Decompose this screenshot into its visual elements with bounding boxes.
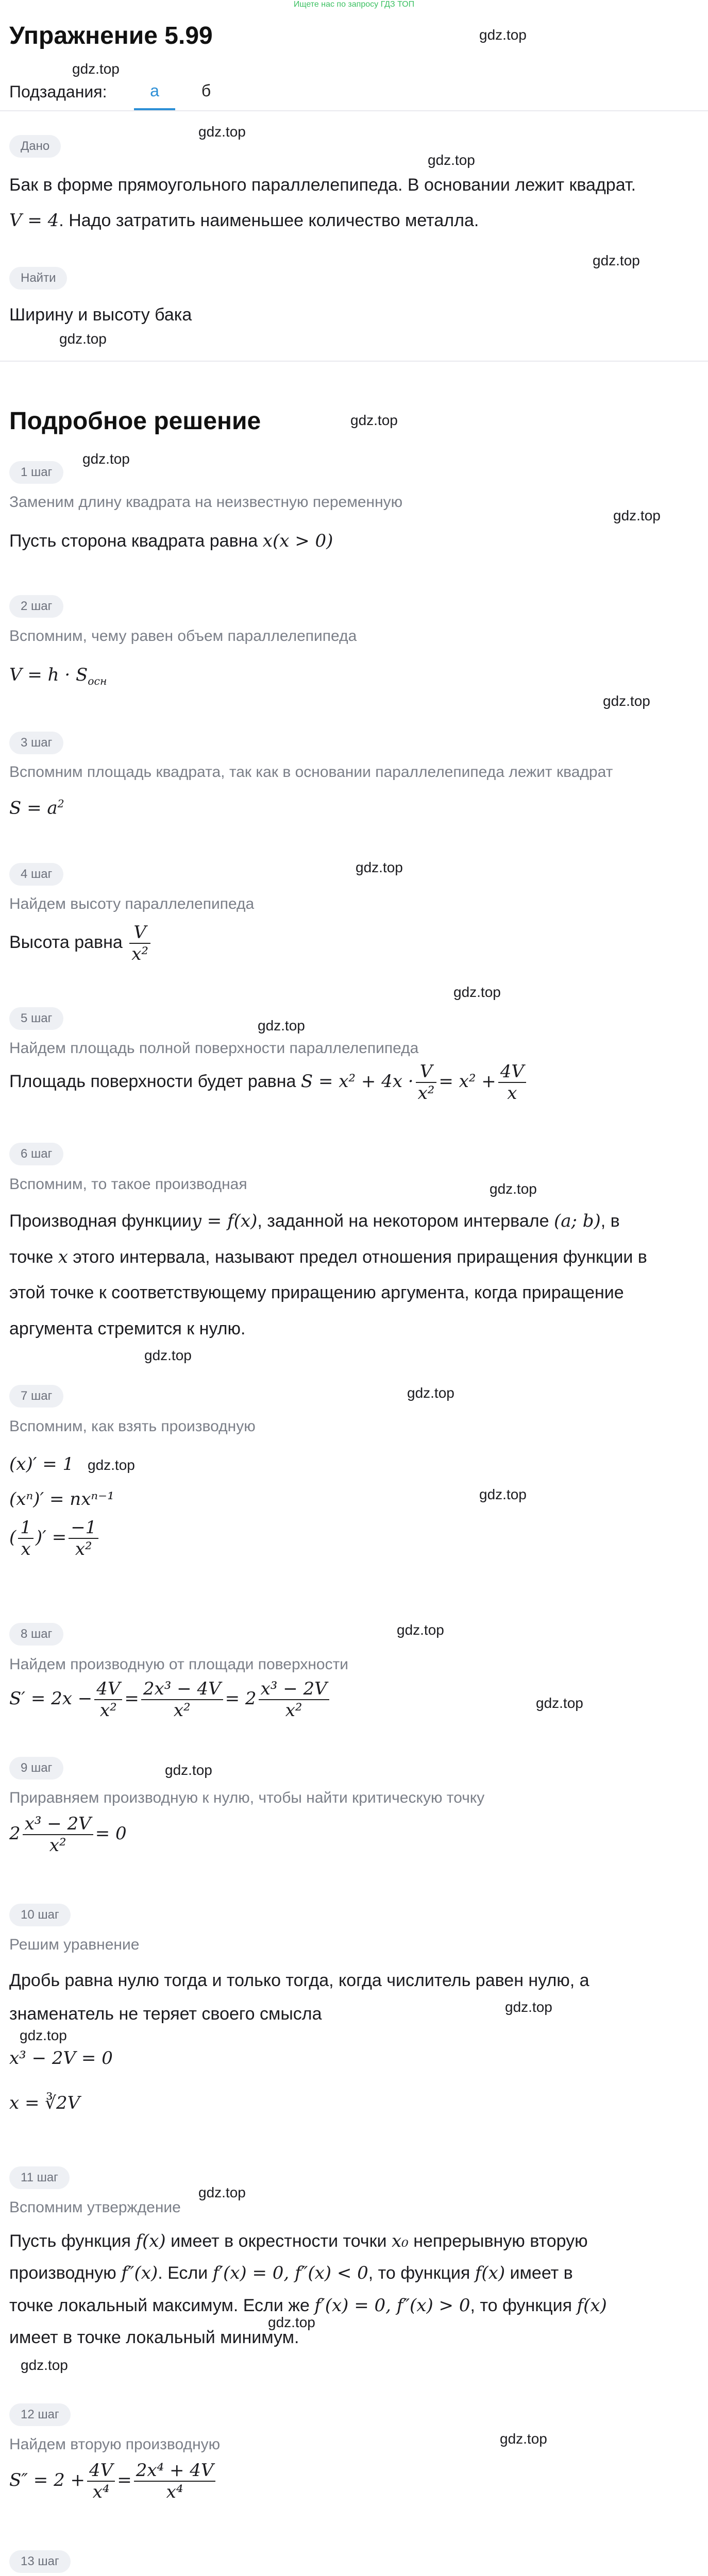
watermark: gdz.top	[198, 2184, 246, 2200]
step-badge: 4 шаг	[9, 863, 63, 886]
watermark: gdz.top	[20, 2027, 67, 2043]
page-title: Упражнение 5.99	[9, 22, 213, 49]
step-badge: 6 шаг	[9, 1143, 63, 1165]
step-6-line-3: этой точке к соответствующему приращению аргумента, когда приращение	[9, 1283, 624, 1302]
step-caption: Решим уравнение	[9, 1936, 140, 1953]
watermark: gdz.top	[258, 1018, 305, 1033]
step-caption: Приравняем производную к нулю, чтобы найти критическую точку	[9, 1789, 485, 1806]
watermark: gdz.top	[88, 1457, 135, 1473]
step-caption: Вспомним, чему равен объем параллелепипеда	[9, 628, 357, 645]
watermark: gdz.top	[536, 1695, 583, 1711]
watermark: gdz.top	[500, 2431, 547, 2447]
step-badge: 8 шаг	[9, 1623, 63, 1646]
find-text: Ширину и высоту бака	[9, 305, 192, 325]
step-6-line-2: точке x этого интервала, называют предел отношения приращения функции в	[9, 1247, 647, 1267]
watermark: gdz.top	[479, 1486, 527, 1502]
step-7-rule-3: ( $\frac{1}{x}$ )′ = $\frac{-1}{\text{x²}}$	[9, 1517, 100, 1560]
subtasks-label: Подзадания:	[9, 82, 107, 101]
tab-a[interactable]: а	[134, 77, 175, 110]
watermark: gdz.top	[268, 2314, 315, 2330]
step-caption: Найдем производную от площади поверхности	[9, 1656, 349, 1673]
step-caption: Найдем вторую производную	[9, 2436, 221, 2453]
step-10-equation-2: x = ∛2V	[9, 2093, 80, 2113]
top-notice: Ищете нас по запросу ГДЗ ТОП	[293, 0, 415, 9]
tab-b[interactable]: б	[201, 81, 211, 100]
step-caption: Найдем площадь полной поверхности параллелепипеда	[9, 1040, 419, 1057]
step-1-text: Пусть сторона квадрата равна x(x > 0)	[9, 531, 333, 551]
step-10-equation-1: x³ − 2V = 0	[9, 2048, 113, 2069]
solution-title: Подробное решение	[9, 408, 261, 435]
step-caption: Заменим длину квадрата на неизвестную переменную	[9, 494, 403, 511]
watermark: gdz.top	[350, 412, 398, 428]
watermark: gdz.top	[453, 984, 501, 1000]
watermark: gdz.top	[82, 451, 130, 467]
step-badge: 7 шаг	[9, 1385, 63, 1408]
step-2-formula: $V = h \cdot S_{осн}$	[9, 665, 107, 687]
step-badge: 1 шаг	[9, 461, 63, 484]
step-badge: 5 шаг	[9, 1007, 63, 1030]
step-badge: 12 шаг	[9, 2403, 71, 2426]
step-badge: 10 шаг	[9, 1904, 71, 1926]
watermark: gdz.top	[479, 27, 527, 43]
watermark: gdz.top	[603, 693, 650, 709]
divider	[0, 361, 708, 362]
watermark: gdz.top	[593, 252, 640, 268]
step-4-text: Высота равна $\frac{V}{\text{x²}}$	[9, 922, 153, 964]
step-badge: 3 шаг	[9, 732, 63, 754]
step-caption: Вспомним, то такое производная	[9, 1176, 247, 1193]
watermark: gdz.top	[505, 1999, 552, 2015]
given-line-1: Бак в форме прямоугольного параллелепипеда. В основании лежит квадрат.	[9, 175, 636, 195]
divider	[0, 110, 708, 111]
step-caption: Вспомним, как взять производную	[9, 1418, 256, 1435]
step-caption: Найдем высоту параллелепипеда	[9, 895, 255, 912]
step-badge: 13 шаг	[9, 2550, 71, 2573]
step-badge: 2 шаг	[9, 595, 63, 618]
watermark: gdz.top	[613, 507, 661, 523]
watermark: gdz.top	[428, 152, 475, 168]
step-11-line-2: производную f″(x). Если f′(x) = 0, f″(x) < 0, то функция f(x) имеет в	[9, 2263, 573, 2283]
step-3-formula: $S = a^2$	[9, 798, 64, 819]
step-badge: 9 шаг	[9, 1757, 63, 1780]
step-10-line-1: Дробь равна нулю тогда и только тогда, когда числитель равен нулю, а	[9, 1971, 589, 1990]
step-6-line-4: аргумента стремится к нулю.	[9, 1319, 246, 1338]
step-9-formula: 2 $\frac{\text{x³ − 2V}}{\text{x²}}$ = 0	[9, 1814, 127, 1856]
find-badge: Найти	[9, 267, 67, 290]
watermark: gdz.top	[198, 124, 246, 140]
step-10-line-2: знаменатель не теряет своего смысла	[9, 2004, 322, 2024]
step-caption: Вспомним утверждение	[9, 2199, 181, 2216]
watermark: gdz.top	[21, 2357, 68, 2373]
step-11-line-1: Пусть функция f(x) имеет в окрестности точки x₀ непрерывную вторую	[9, 2231, 588, 2251]
step-8-formula: S′ = 2x − $\frac{4V}{\text{x²}}$ = $\frac{\text{2x³ − 4V}}{\text{x²}}$ = 2 $\frac{\text{x³ − 2V}}{\text{x²}}$	[9, 1679, 331, 1721]
step-12-formula: S″ = 2 + $\frac{4V}{\text{x⁴}}$ = $\frac{\text{2x⁴ + 4V}}{\text{x⁴}}$	[9, 2460, 217, 2502]
step-6-line-1: Производная функцииy = f(x), заданной на некотором интервале (a; b), в	[9, 1211, 620, 1231]
step-11-line-3: точке локальный максимум. Если же f′(x) = 0, f″(x) > 0, то функция f(x)	[9, 2295, 607, 2316]
given-badge: Дано	[9, 135, 61, 158]
step-badge: 11 шаг	[9, 2166, 70, 2189]
step-7-rule-1: (x)′ = 1	[9, 1454, 74, 1475]
step-7-rule-2: (xⁿ)′ = nxⁿ⁻¹	[9, 1489, 114, 1510]
watermark: gdz.top	[144, 1347, 192, 1363]
watermark: gdz.top	[59, 331, 107, 347]
step-11-line-4: имеет в точке локальный минимум.	[9, 2328, 299, 2347]
watermark: gdz.top	[490, 1181, 537, 1197]
step-caption: Вспомним площадь квадрата, так как в основании параллелепипеда лежит квадрат	[9, 764, 613, 781]
watermark: gdz.top	[72, 61, 120, 77]
watermark: gdz.top	[165, 1762, 212, 1778]
given-line-2: V = 4. Надо затратить наименьшее количество металла.	[9, 210, 479, 231]
watermark: gdz.top	[407, 1385, 454, 1401]
step-5-formula: Площадь поверхности будет равна S = x² + 4x · $\frac{V}{\text{x²}}$ = x² + $\frac{4V}{x}$	[9, 1061, 528, 1104]
watermark: gdz.top	[397, 1622, 444, 1638]
watermark: gdz.top	[356, 859, 403, 875]
